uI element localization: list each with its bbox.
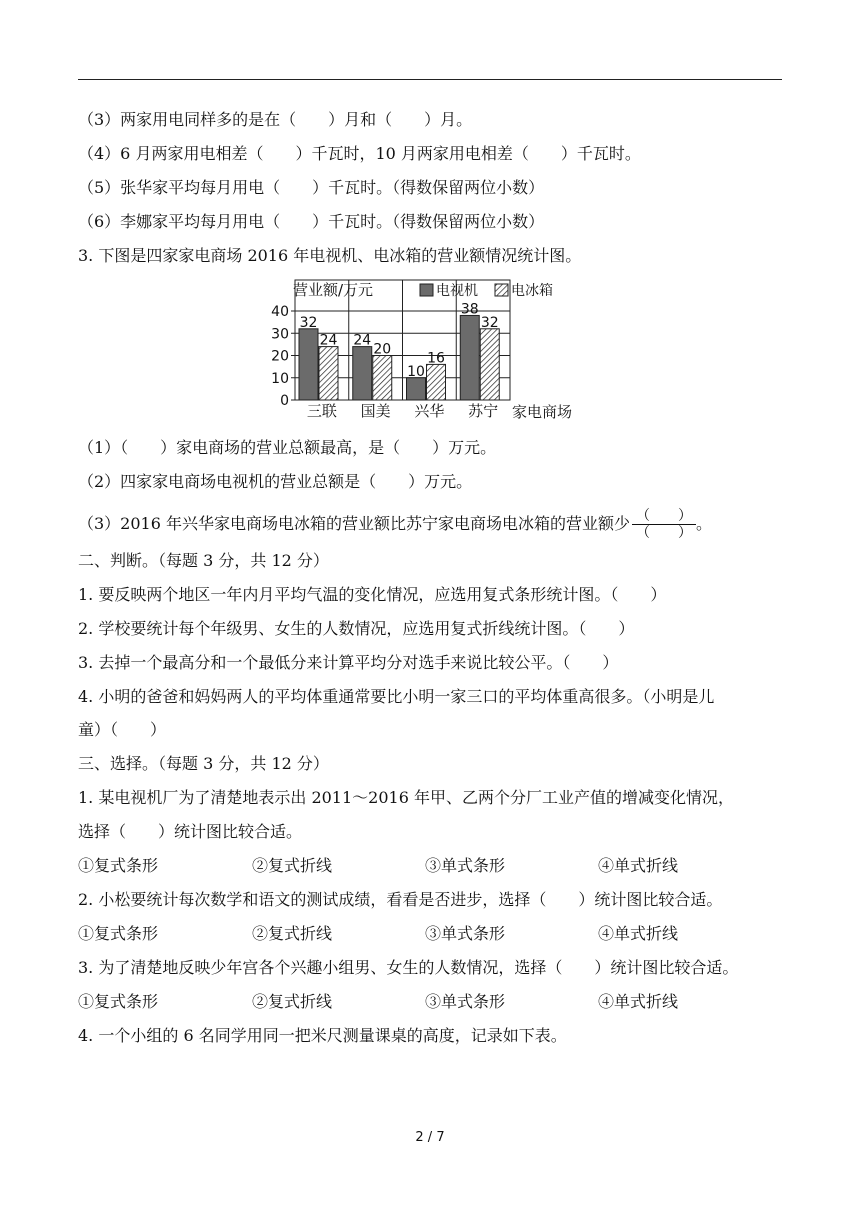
q3-3-end: 。 — [696, 514, 713, 533]
y-tick-label: 0 — [280, 393, 289, 409]
section-2-heading: 二、判断。（每题 3 分，共 12 分） — [78, 551, 329, 570]
bar-value-fridge: 24 — [319, 332, 338, 349]
x-tick-label: 国美 — [360, 402, 391, 420]
bar-fridge — [373, 356, 392, 401]
choice-2: 2. 小松要统计每次数学和语文的测试成绩，看看是否进步，选择（ ）统计图比较合适。 — [78, 890, 723, 909]
x-tick-label: 苏宁 — [468, 402, 499, 420]
choice-1-line2: 选择（ ）统计图比较合适。 — [78, 822, 303, 841]
legend-swatch-tv — [420, 284, 433, 296]
q2-6: （6）李娜家平均每月用电（ ）千瓦时。（得数保留两位小数） — [78, 212, 545, 231]
bar-tv — [353, 347, 372, 400]
q2-4: （4）6 月两家用电相差（ ）千瓦时，10 月两家用电相差（ ）千瓦时。 — [78, 144, 641, 163]
judge-4-line1: 4. 小明的爸爸和妈妈两人的平均体重通常要比小明一家三口的平均体重高很多。（小明是儿 — [78, 687, 715, 706]
bar-fridge — [427, 364, 446, 400]
x-axis-label: 家电商场 — [512, 403, 573, 421]
fraction-denominator: （ ） — [636, 525, 692, 541]
option-a: ①复式条形 — [78, 856, 159, 875]
y-tick-label: 10 — [271, 370, 289, 387]
fraction-blank — [632, 508, 696, 541]
bar-fridge — [319, 347, 338, 400]
x-tick-label: 兴华 — [414, 402, 445, 420]
q2-3: （3）两家用电同样多的是在（ ）月和（ ）月。 — [78, 110, 473, 129]
bar-value-fridge: 16 — [427, 350, 445, 367]
option-c: ③单式条形 — [425, 856, 506, 875]
q3-3 — [78, 508, 712, 541]
revenue-bar-chart — [265, 278, 595, 426]
option-c: ③单式条形 — [425, 992, 506, 1011]
q2-5: （5）张华家平均每月用电（ ）千瓦时。（得数保留两位小数） — [78, 178, 545, 197]
judge-2: 2. 学校要统计每个年级男、女生的人数情况，应选用复式折线统计图。（ ） — [78, 619, 635, 638]
choice-4: 4. 一个小组的 6 名同学用同一把米尺测量课桌的高度，记录如下表。 — [78, 1026, 567, 1045]
q3-3-text: （3）2016 年兴华家电商场电冰箱的营业额比苏宁家电商场电冰箱的营业额少 — [78, 514, 630, 533]
option-a: ①复式条形 — [78, 992, 159, 1011]
y-axis-label: 营业额/万元 — [293, 281, 374, 299]
section-3-heading: 三、选择。（每题 3 分，共 12 分） — [78, 754, 329, 773]
bar-fridge — [480, 329, 499, 400]
legend-label-tv: 电视机 — [436, 283, 478, 299]
x-tick-label: 三联 — [306, 402, 337, 420]
legend-label-fridge: 电冰箱 — [511, 283, 553, 299]
legend-swatch-fridge — [495, 284, 508, 296]
q3-intro: 3. 下图是四家家电商场 2016 年电视机、电冰箱的营业额情况统计图。 — [78, 246, 582, 265]
choice-3: 3. 为了清楚地反映少年宫各个兴趣小组男、女生的人数情况，选择（ ）统计图比较合适。 — [78, 958, 739, 977]
choice-1-line1: 1. 某电视机厂为了清楚地表示出 2011～2016 年甲、乙两个分厂工业产值的增减变化情况， — [78, 788, 734, 807]
header-rule — [78, 79, 782, 80]
bar-value-fridge: 32 — [480, 314, 499, 331]
y-tick-label: 40 — [271, 304, 289, 320]
bar-tv — [407, 378, 426, 400]
option-b: ②复式折线 — [252, 992, 333, 1011]
bar-value-tv: 24 — [353, 332, 372, 349]
option-b: ②复式折线 — [252, 924, 333, 943]
bar-tv — [460, 315, 479, 400]
q3-2: （2）四家家电商场电视机的营业总额是（ ）万元。 — [78, 472, 473, 491]
option-a: ①复式条形 — [78, 924, 159, 943]
bar-value-tv: 32 — [299, 314, 318, 331]
bar-value-tv: 38 — [460, 301, 479, 318]
judge-1: 1. 要反映两个地区一年内月平均气温的变化情况，应选用复式条形统计图。（ ） — [78, 585, 667, 604]
bar-value-fridge: 20 — [373, 341, 392, 358]
option-d: ④单式折线 — [598, 924, 679, 943]
q3-1: （1）（ ）家电商场的营业总额最高，是（ ）万元。 — [78, 438, 497, 457]
bar-value-tv: 10 — [407, 363, 425, 380]
option-d: ④单式折线 — [598, 856, 679, 875]
y-tick-label: 20 — [271, 348, 289, 365]
fraction-numerator: （ ） — [632, 508, 696, 525]
bar-tv — [299, 329, 318, 400]
option-b: ②复式折线 — [252, 856, 333, 875]
option-c: ③单式条形 — [425, 924, 506, 943]
option-d: ④单式折线 — [598, 992, 679, 1011]
y-tick-label: 30 — [271, 326, 289, 343]
judge-4-line2: 童）（ ） — [78, 720, 167, 739]
judge-3: 3. 去掉一个最高分和一个最低分来计算平均分对选手来说比较公平。（ ） — [78, 653, 619, 672]
page-number: 2 / 7 — [415, 1130, 445, 1145]
